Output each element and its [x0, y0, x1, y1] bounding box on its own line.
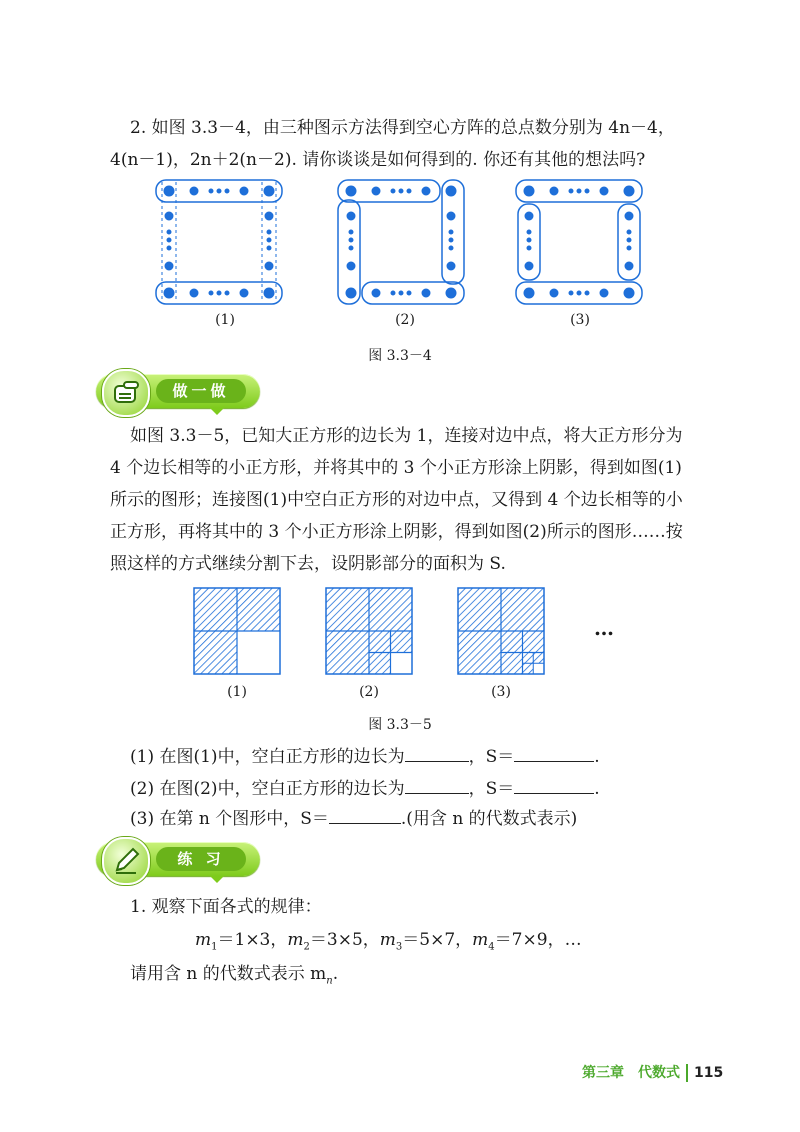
- activity-banner: [96, 374, 260, 408]
- sequence-formula: $m_1=1\times 3$，$m_2=3\times 5$，$m_3=5\times 7$，$m_4=7\times 9$，…: [195, 930, 582, 953]
- fig335-title: 图 3.3－5: [368, 717, 432, 733]
- activity-title: 做一做: [156, 379, 246, 403]
- fig335-caption-2: (2): [359, 684, 379, 700]
- hand-icon: [102, 369, 150, 417]
- banner-notch: [210, 876, 224, 883]
- answer-blank[interactable]: [329, 806, 401, 824]
- practice-instruction: 请用含 n 的代数式表示 $m_n$.: [130, 964, 339, 987]
- shaded-square-2: [326, 588, 412, 674]
- square-diagram-3: [516, 180, 642, 304]
- activity-line-4: 正方形，再将其中的 3 个小正方形涂上阴影，得到如图(2)所示的图形……按: [110, 522, 683, 542]
- fig334-title: 图 3.3－4: [368, 348, 432, 364]
- practice-item-1: 1. 观察下面各式的规律：: [130, 897, 322, 917]
- page-footer: [582, 1062, 723, 1084]
- chapter-label: 第三章 代数式: [582, 1065, 680, 1081]
- activity-line-5: 照这样的方式继续分割下去，设阴影部分的面积为 S.: [110, 554, 506, 574]
- question-1: (1) 在图(1)中，空白正方形的边长为 ，S＝ .: [130, 744, 600, 769]
- question-2: (2) 在图(2)中，空白正方形的边长为 ，S＝ .: [130, 776, 600, 801]
- q2-line-1: 2. 如图 3.3－4，由三种图示方法得到空心方阵的总点数分别为 4n－4，: [130, 118, 675, 138]
- answer-blank[interactable]: [405, 776, 469, 794]
- square-diagram-2: [338, 180, 464, 304]
- fig335-caption-3: (3): [491, 684, 511, 700]
- practice-banner: [96, 842, 260, 876]
- footer-divider: [686, 1064, 688, 1082]
- question-3: (3) 在第 n 个图形中，S＝ .(用含 n 的代数式表示): [130, 806, 577, 831]
- activity-line-2: 4 个边长相等的小正方形，并将其中的 3 个小正方形涂上阴影，得到如图(1): [110, 458, 682, 478]
- fig334-caption-1: (1): [215, 312, 235, 328]
- shaded-square-1: [194, 588, 280, 674]
- figure-3-3-5: [190, 586, 630, 678]
- square-diagram-1: [156, 180, 282, 304]
- answer-blank[interactable]: [514, 744, 594, 762]
- page-number: 115: [694, 1065, 724, 1081]
- fig335-ellipsis: …: [594, 616, 614, 640]
- activity-line-1: 如图 3.3－5，已知大正方形的边长为 1，连接对边中点，将大正方形分为: [130, 426, 683, 446]
- answer-blank[interactable]: [514, 776, 594, 794]
- shaded-square-3: [458, 588, 544, 674]
- answer-blank[interactable]: [405, 744, 469, 762]
- banner-notch: [210, 408, 224, 415]
- q2-line-2: 4(n－1)，2n＋2(n－2). 请你谈谈是如何得到的. 你还有其他的想法吗?: [110, 150, 646, 170]
- activity-line-3: 所示的图形；连接图(1)中空白正方形的对边中点，又得到 4 个边长相等的小: [110, 490, 683, 510]
- figure-3-3-4: [150, 176, 650, 310]
- fig334-caption-3: (3): [570, 312, 590, 328]
- practice-title: 练 习: [156, 847, 246, 871]
- fig334-caption-2: (2): [395, 312, 415, 328]
- pencil-icon: [102, 837, 150, 885]
- fig335-caption-1: (1): [227, 684, 247, 700]
